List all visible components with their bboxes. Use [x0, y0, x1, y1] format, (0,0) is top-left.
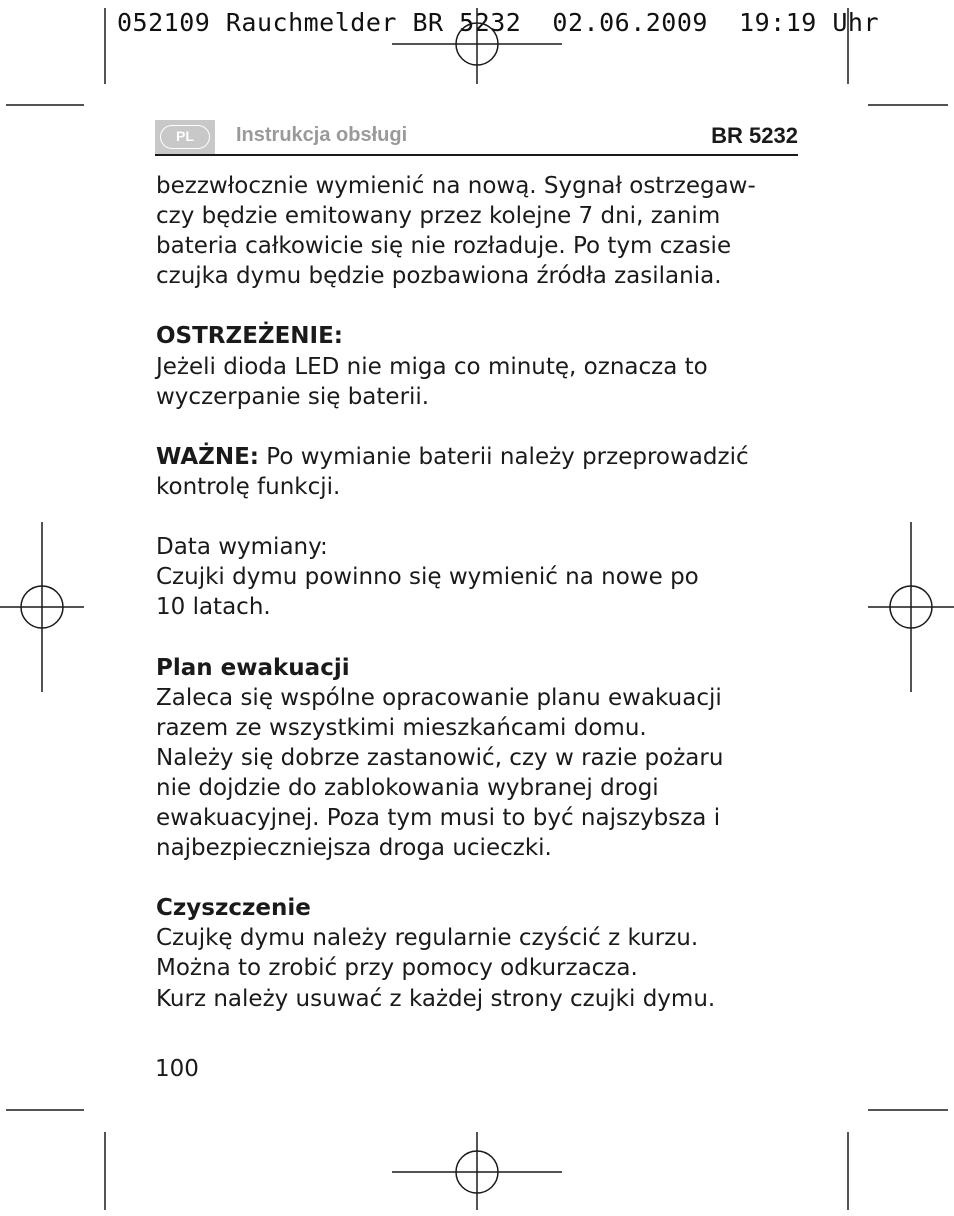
text-line: Kurz należy usuwać z każdej strony czujki dymu.: [156, 985, 716, 1012]
warning-heading: OSTRZEŻENIE:: [156, 323, 344, 350]
text-line: czy będzie emitowany przez kolejne 7 dni, zanim: [156, 203, 721, 230]
body-text: [156, 171, 796, 1014]
text-line: Zaleca się wspólne opracowanie planu ewakuacji: [156, 684, 722, 711]
header-divider: [155, 154, 798, 156]
text-line: Jeżeli dioda LED nie miga co minutę, oznacza to: [156, 353, 708, 380]
document-title: Instrukcja obsługi: [236, 124, 408, 146]
important-label: WAŻNE:: [156, 443, 259, 470]
text-line: Czujki dymu powinno się wymienić na nowe po: [156, 564, 699, 591]
text-line: nie dojdzie do zablokowania wybranej drogi: [156, 774, 659, 801]
language-code: PL: [160, 125, 210, 149]
text-line: najbezpieczniejsza droga ucieczki.: [156, 835, 552, 862]
text-line: ewakuacyjnej. Poza tym musi to być najszybsza i: [156, 804, 721, 831]
text-line: bateria całkowicie się nie rozładuje. Po tym czasie: [156, 233, 732, 260]
text-line: czujka dymu będzie pozbawiona źródła zasilania.: [156, 263, 722, 290]
evacuation-heading: Plan ewakuacji: [156, 654, 350, 681]
text-line: Czujkę dymu należy regularnie czyścić z kurzu.: [156, 925, 699, 952]
text-line: Można to zrobić przy pomocy odkurzacza.: [156, 955, 638, 982]
text-line: Data wymiany:: [156, 534, 328, 561]
important-note: WAŻNE: Po wymianie baterii należy przeprowadzić: [156, 443, 749, 470]
text-line: Należy się dobrze zastanowić, czy w razie pożaru: [156, 744, 724, 771]
language-badge: [155, 120, 215, 154]
page-header: [155, 120, 798, 156]
text-line: kontrolę funkcji.: [156, 473, 341, 500]
text-line: razem ze wszystkimi mieszkańcami domu.: [156, 714, 647, 741]
cleaning-heading: Czyszczenie: [156, 895, 311, 922]
model-number: BR 5232: [711, 123, 798, 148]
registration-target-bottom: [392, 1132, 562, 1210]
text-line: wyczerpanie się baterii.: [156, 383, 430, 410]
text-line: bezzwłocznie wymienić na nową. Sygnał ostrzegaw-: [156, 173, 756, 199]
registration-target-right: [868, 522, 954, 692]
text-line: 10 latach.: [156, 594, 271, 621]
print-slug: 052109 Rauchmelder BR 5232 02.06.2009 19:19 Uhr: [117, 8, 880, 37]
page-number: 100: [155, 1056, 199, 1082]
registration-target-left: [0, 522, 84, 692]
